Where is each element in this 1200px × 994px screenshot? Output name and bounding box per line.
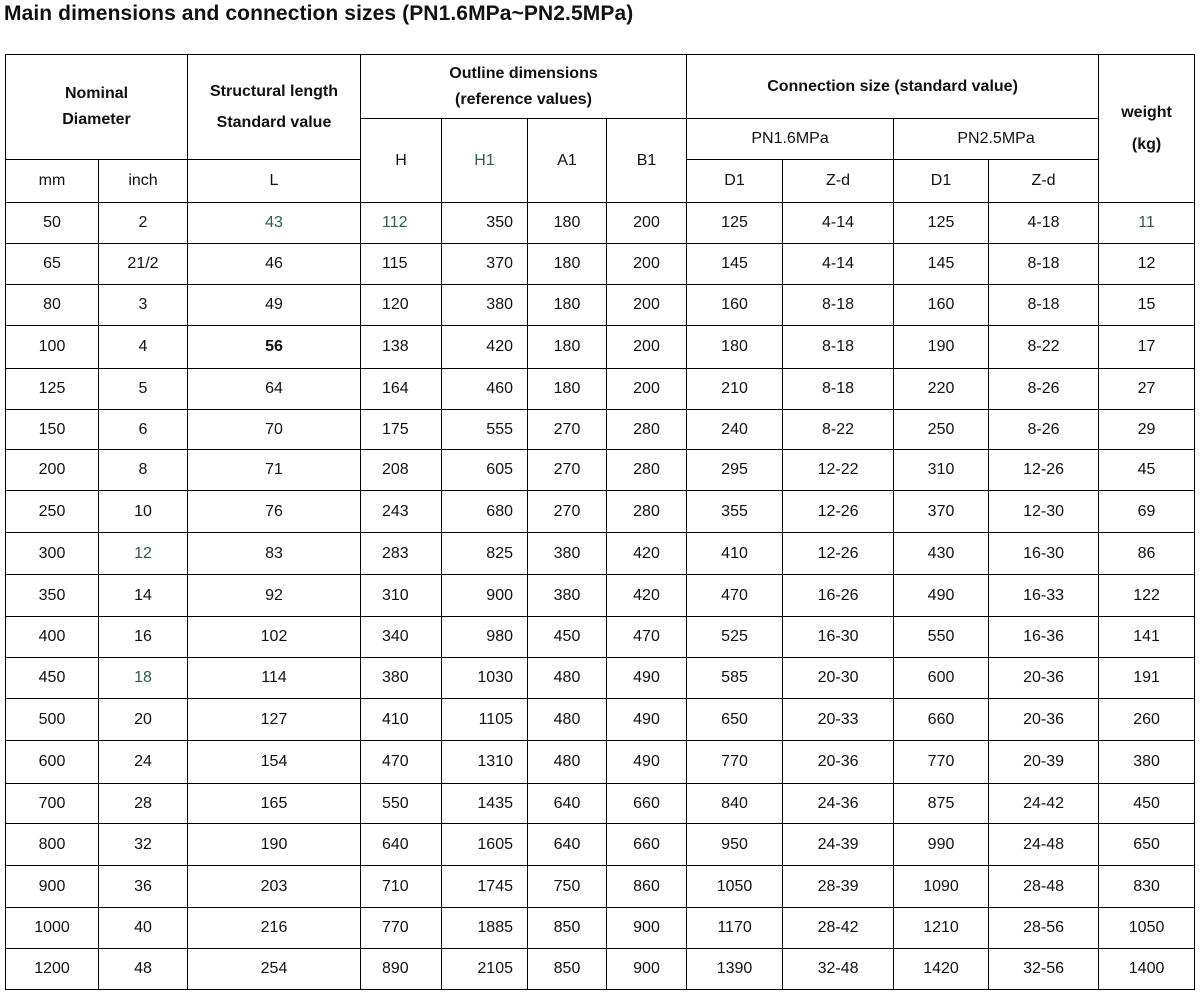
cell-inch: 5	[99, 369, 188, 410]
table-body	[6, 203, 1195, 990]
cell-inch: 24	[99, 741, 188, 784]
cell-h: 208	[361, 450, 442, 491]
cell-zd-25: 20-39	[989, 741, 1099, 784]
cell-h: 175	[361, 410, 442, 450]
cell-inch: 48	[99, 949, 188, 990]
header-weight-unit: (kg)	[1131, 135, 1162, 153]
cell-h1: 980	[442, 617, 528, 658]
header-H1: H1	[442, 119, 528, 203]
cell-d1-16: 1390	[687, 949, 783, 990]
cell-inch: 2	[99, 203, 188, 244]
cell-h1: 420	[442, 326, 528, 369]
cell-a1: 850	[528, 908, 607, 949]
cell-h: 164	[361, 369, 442, 410]
header-outline-dimensions-label: Outline dimensions	[449, 64, 598, 82]
cell-h1: 825	[442, 533, 528, 575]
cell-a1: 380	[528, 533, 607, 575]
table-row	[6, 491, 1195, 533]
table-row	[6, 533, 1195, 575]
cell-h: 310	[361, 575, 442, 617]
header-nominal-diameter: Nominal Diameter	[6, 55, 188, 160]
cell-h1: 1310	[442, 741, 528, 784]
cell-weight: 141	[1099, 617, 1195, 658]
cell-zd-16: 12-26	[783, 491, 894, 533]
cell-a1: 180	[528, 244, 607, 285]
cell-b1: 660	[607, 824, 687, 866]
cell-zd-16: 12-22	[783, 450, 894, 491]
cell-h1: 350	[442, 203, 528, 244]
cell-l: 64	[188, 369, 361, 410]
header-mm: mm	[6, 160, 99, 203]
cell-mm: 125	[6, 369, 99, 410]
cell-d1-25: 770	[894, 741, 989, 784]
cell-d1-16: 650	[687, 699, 783, 741]
cell-zd-25: 8-22	[989, 326, 1099, 369]
cell-b1: 490	[607, 658, 687, 699]
cell-d1-25: 370	[894, 491, 989, 533]
cell-b1: 660	[607, 784, 687, 824]
cell-zd-25: 20-36	[989, 699, 1099, 741]
cell-d1-16: 180	[687, 326, 783, 369]
header-standard-value-label: Standard value	[216, 114, 332, 131]
cell-d1-25: 1420	[894, 949, 989, 990]
cell-zd-16: 20-33	[783, 699, 894, 741]
cell-zd-16: 12-26	[783, 533, 894, 575]
cell-d1-25: 250	[894, 410, 989, 450]
table-row	[6, 326, 1195, 369]
cell-d1-16: 585	[687, 658, 783, 699]
cell-d1-25: 1210	[894, 908, 989, 949]
cell-h: 470	[361, 741, 442, 784]
cell-h1: 370	[442, 244, 528, 285]
header-pn25: PN2.5MPa	[894, 119, 1099, 160]
cell-h1: 900	[442, 575, 528, 617]
cell-inch: 12	[99, 533, 188, 575]
cell-b1: 490	[607, 699, 687, 741]
header-L: L	[188, 160, 361, 203]
cell-d1-16: 240	[687, 410, 783, 450]
cell-b1: 420	[607, 533, 687, 575]
cell-zd-25: 8-18	[989, 285, 1099, 326]
cell-b1: 280	[607, 491, 687, 533]
header-pn25-Zd: Z-d	[989, 160, 1099, 203]
cell-zd-16: 4-14	[783, 203, 894, 244]
cell-zd-25: 8-18	[989, 244, 1099, 285]
cell-mm: 450	[6, 658, 99, 699]
header-inch: inch	[99, 160, 188, 203]
cell-a1: 450	[528, 617, 607, 658]
cell-d1-16: 470	[687, 575, 783, 617]
cell-mm: 200	[6, 450, 99, 491]
cell-l: 190	[188, 824, 361, 866]
cell-mm: 150	[6, 410, 99, 450]
cell-l: 127	[188, 699, 361, 741]
cell-a1: 480	[528, 741, 607, 784]
table-row	[6, 410, 1195, 450]
cell-inch: 14	[99, 575, 188, 617]
cell-h: 640	[361, 824, 442, 866]
cell-h1: 605	[442, 450, 528, 491]
cell-h: 770	[361, 908, 442, 949]
cell-zd-16: 8-22	[783, 410, 894, 450]
cell-inch: 21/2	[99, 244, 188, 285]
cell-b1: 900	[607, 908, 687, 949]
cell-a1: 270	[528, 491, 607, 533]
cell-h1: 1745	[442, 866, 528, 908]
cell-zd-25: 24-48	[989, 824, 1099, 866]
cell-a1: 750	[528, 866, 607, 908]
cell-inch: 10	[99, 491, 188, 533]
cell-d1-25: 875	[894, 784, 989, 824]
cell-b1: 280	[607, 450, 687, 491]
cell-d1-25: 600	[894, 658, 989, 699]
cell-inch: 40	[99, 908, 188, 949]
table-row	[6, 784, 1195, 824]
cell-mm: 50	[6, 203, 99, 244]
cell-mm: 900	[6, 866, 99, 908]
cell-h: 115	[361, 244, 442, 285]
cell-d1-25: 490	[894, 575, 989, 617]
cell-mm: 700	[6, 784, 99, 824]
cell-mm: 1200	[6, 949, 99, 990]
cell-inch: 8	[99, 450, 188, 491]
header-pn16-D1: D1	[687, 160, 783, 203]
cell-h: 550	[361, 784, 442, 824]
cell-zd-25: 8-26	[989, 369, 1099, 410]
table-row	[6, 369, 1195, 410]
cell-weight: 45	[1099, 450, 1195, 491]
table-row	[6, 699, 1195, 741]
cell-d1-25: 1090	[894, 866, 989, 908]
cell-d1-25: 160	[894, 285, 989, 326]
cell-l: 254	[188, 949, 361, 990]
cell-d1-25: 430	[894, 533, 989, 575]
cell-zd-25: 4-18	[989, 203, 1099, 244]
cell-mm: 65	[6, 244, 99, 285]
cell-h1: 1605	[442, 824, 528, 866]
cell-b1: 490	[607, 741, 687, 784]
cell-h1: 380	[442, 285, 528, 326]
cell-l: 102	[188, 617, 361, 658]
cell-d1-16: 295	[687, 450, 783, 491]
table-row	[6, 450, 1195, 491]
cell-b1: 200	[607, 244, 687, 285]
cell-a1: 270	[528, 450, 607, 491]
cell-d1-25: 190	[894, 326, 989, 369]
cell-weight: 27	[1099, 369, 1195, 410]
cell-zd-25: 16-33	[989, 575, 1099, 617]
cell-zd-25: 32-56	[989, 949, 1099, 990]
cell-l: 165	[188, 784, 361, 824]
cell-zd-16: 16-26	[783, 575, 894, 617]
cell-zd-16: 8-18	[783, 285, 894, 326]
cell-inch: 3	[99, 285, 188, 326]
header-H: H	[361, 119, 442, 203]
cell-zd-16: 28-42	[783, 908, 894, 949]
cell-h1: 1030	[442, 658, 528, 699]
table-row	[6, 244, 1195, 285]
cell-h: 890	[361, 949, 442, 990]
cell-weight: 12	[1099, 244, 1195, 285]
cell-zd-25: 28-48	[989, 866, 1099, 908]
cell-mm: 350	[6, 575, 99, 617]
cell-h1: 1885	[442, 908, 528, 949]
cell-weight: 450	[1099, 784, 1195, 824]
cell-b1: 860	[607, 866, 687, 908]
table-row	[6, 203, 1195, 244]
cell-b1: 280	[607, 410, 687, 450]
cell-zd-25: 12-26	[989, 450, 1099, 491]
cell-mm: 1000	[6, 908, 99, 949]
table-row	[6, 824, 1195, 866]
cell-weight: 69	[1099, 491, 1195, 533]
cell-l: 92	[188, 575, 361, 617]
cell-h: 120	[361, 285, 442, 326]
cell-d1-25: 990	[894, 824, 989, 866]
cell-d1-25: 125	[894, 203, 989, 244]
cell-weight: 15	[1099, 285, 1195, 326]
cell-mm: 80	[6, 285, 99, 326]
cell-zd-25: 28-56	[989, 908, 1099, 949]
header-structural-length	[188, 55, 361, 160]
cell-mm: 100	[6, 326, 99, 369]
cell-mm: 500	[6, 699, 99, 741]
cell-a1: 640	[528, 824, 607, 866]
header-B1: B1	[607, 119, 687, 203]
cell-weight: 86	[1099, 533, 1195, 575]
cell-d1-25: 550	[894, 617, 989, 658]
cell-h1: 555	[442, 410, 528, 450]
cell-inch: 18	[99, 658, 188, 699]
cell-l: 71	[188, 450, 361, 491]
cell-l: 83	[188, 533, 361, 575]
cell-zd-16: 8-18	[783, 369, 894, 410]
cell-zd-16: 24-39	[783, 824, 894, 866]
cell-d1-16: 1170	[687, 908, 783, 949]
cell-inch: 6	[99, 410, 188, 450]
cell-zd-25: 20-36	[989, 658, 1099, 699]
cell-h1: 1435	[442, 784, 528, 824]
cell-l: 76	[188, 491, 361, 533]
cell-mm: 800	[6, 824, 99, 866]
cell-d1-16: 145	[687, 244, 783, 285]
cell-a1: 180	[528, 326, 607, 369]
cell-l: 114	[188, 658, 361, 699]
cell-b1: 200	[607, 326, 687, 369]
cell-h: 243	[361, 491, 442, 533]
cell-d1-25: 310	[894, 450, 989, 491]
cell-l: 216	[188, 908, 361, 949]
cell-d1-16: 355	[687, 491, 783, 533]
cell-zd-16: 16-30	[783, 617, 894, 658]
header-weight-label: weight	[1121, 103, 1172, 121]
cell-a1: 180	[528, 369, 607, 410]
cell-zd-16: 32-48	[783, 949, 894, 990]
cell-b1: 470	[607, 617, 687, 658]
cell-h1: 2105	[442, 949, 528, 990]
cell-inch: 32	[99, 824, 188, 866]
cell-l: 49	[188, 285, 361, 326]
table-row	[6, 949, 1195, 990]
cell-inch: 28	[99, 784, 188, 824]
table-row	[6, 617, 1195, 658]
cell-l: 46	[188, 244, 361, 285]
cell-b1: 200	[607, 285, 687, 326]
cell-weight: 17	[1099, 326, 1195, 369]
table-row	[6, 575, 1195, 617]
cell-weight: 11	[1099, 203, 1195, 244]
cell-d1-16: 410	[687, 533, 783, 575]
cell-b1: 900	[607, 949, 687, 990]
cell-h: 410	[361, 699, 442, 741]
cell-weight: 122	[1099, 575, 1195, 617]
cell-d1-16: 210	[687, 369, 783, 410]
cell-inch: 4	[99, 326, 188, 369]
cell-d1-25: 660	[894, 699, 989, 741]
cell-h: 380	[361, 658, 442, 699]
cell-zd-16: 24-36	[783, 784, 894, 824]
cell-h: 138	[361, 326, 442, 369]
cell-h: 283	[361, 533, 442, 575]
cell-a1: 180	[528, 203, 607, 244]
cell-b1: 200	[607, 203, 687, 244]
cell-b1: 420	[607, 575, 687, 617]
cell-h1: 680	[442, 491, 528, 533]
cell-a1: 640	[528, 784, 607, 824]
header-connection-size: Connection size (standard value)	[687, 55, 1099, 119]
cell-l: 70	[188, 410, 361, 450]
cell-a1: 480	[528, 699, 607, 741]
cell-mm: 250	[6, 491, 99, 533]
cell-l: 154	[188, 741, 361, 784]
cell-zd-25: 12-30	[989, 491, 1099, 533]
cell-h: 710	[361, 866, 442, 908]
table-row	[6, 658, 1195, 699]
cell-inch: 16	[99, 617, 188, 658]
cell-inch: 20	[99, 699, 188, 741]
table-row	[6, 866, 1195, 908]
cell-zd-25: 16-30	[989, 533, 1099, 575]
cell-a1: 850	[528, 949, 607, 990]
cell-d1-25: 145	[894, 244, 989, 285]
cell-l: 43	[188, 203, 361, 244]
cell-d1-16: 950	[687, 824, 783, 866]
cell-weight: 830	[1099, 866, 1195, 908]
cell-d1-16: 1050	[687, 866, 783, 908]
cell-h: 112	[361, 203, 442, 244]
cell-zd-25: 24-42	[989, 784, 1099, 824]
table-row	[6, 908, 1195, 949]
cell-d1-16: 525	[687, 617, 783, 658]
cell-zd-25: 16-36	[989, 617, 1099, 658]
cell-d1-16: 770	[687, 741, 783, 784]
cell-mm: 400	[6, 617, 99, 658]
cell-mm: 300	[6, 533, 99, 575]
header-structural-length-label: Structural length	[209, 83, 338, 100]
dimensions-table	[5, 54, 1195, 990]
cell-a1: 480	[528, 658, 607, 699]
cell-weight: 1400	[1099, 949, 1195, 990]
header-A1: A1	[528, 119, 607, 203]
cell-a1: 180	[528, 285, 607, 326]
header-reference-values-label: (reference values)	[455, 90, 592, 108]
cell-l: 56	[188, 326, 361, 369]
cell-weight: 1050	[1099, 908, 1195, 949]
cell-h1: 460	[442, 369, 528, 410]
header-weight	[1099, 55, 1195, 203]
cell-weight: 29	[1099, 410, 1195, 450]
cell-l: 203	[188, 866, 361, 908]
table-row	[6, 741, 1195, 784]
header-outline-dimensions	[361, 55, 687, 119]
cell-zd-16: 20-36	[783, 741, 894, 784]
cell-weight: 380	[1099, 741, 1195, 784]
cell-d1-16: 160	[687, 285, 783, 326]
cell-b1: 200	[607, 369, 687, 410]
header-pn25-D1: D1	[894, 160, 989, 203]
cell-mm: 600	[6, 741, 99, 784]
cell-h1: 1105	[442, 699, 528, 741]
header-pn16-Zd: Z-d	[783, 160, 894, 203]
cell-weight: 260	[1099, 699, 1195, 741]
cell-weight: 191	[1099, 658, 1195, 699]
cell-d1-16: 840	[687, 784, 783, 824]
cell-zd-25: 8-26	[989, 410, 1099, 450]
cell-zd-16: 8-18	[783, 326, 894, 369]
cell-weight: 650	[1099, 824, 1195, 866]
cell-d1-25: 220	[894, 369, 989, 410]
cell-zd-16: 4-14	[783, 244, 894, 285]
cell-d1-16: 125	[687, 203, 783, 244]
cell-zd-16: 20-30	[783, 658, 894, 699]
cell-a1: 270	[528, 410, 607, 450]
cell-zd-16: 28-39	[783, 866, 894, 908]
table-row	[6, 285, 1195, 326]
cell-a1: 380	[528, 575, 607, 617]
cell-h: 340	[361, 617, 442, 658]
cell-inch: 36	[99, 866, 188, 908]
page-title: Main dimensions and connection sizes (PN1.6MPa~PN2.5MPa)	[4, 2, 634, 25]
header-pn16: PN1.6MPa	[687, 119, 894, 160]
